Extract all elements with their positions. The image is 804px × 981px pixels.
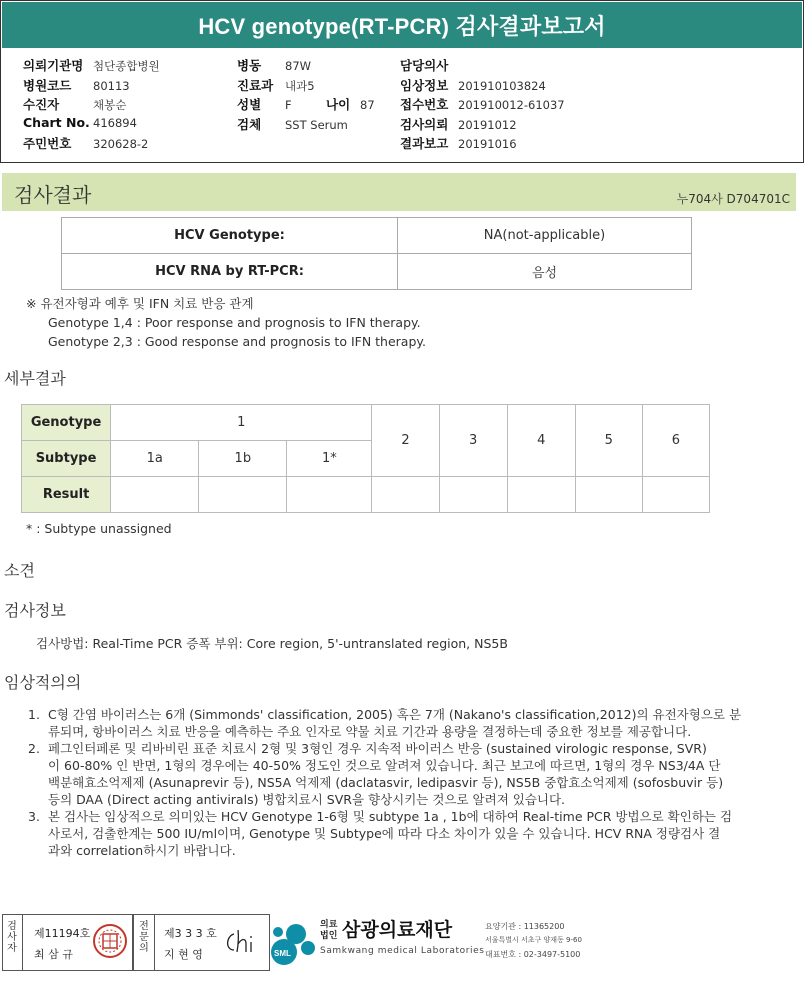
clinical-title: 임상적의의	[4, 673, 82, 692]
info-report-date: 결과보고 20191016	[400, 136, 517, 151]
table-row	[22, 477, 710, 513]
subtype-cell: 1*	[287, 441, 372, 477]
specialist-name: 지 현 영	[164, 948, 203, 961]
result-key: HCV RNA by RT-PCR:	[62, 254, 398, 290]
info-hospital-code: 병원코드 80113	[23, 78, 130, 93]
result-section-bar	[2, 173, 796, 211]
genotype-cell: 3	[439, 405, 507, 477]
examiner-license: 제11194호	[34, 927, 91, 940]
notes-line: Genotype 2,3 : Good response and prognosis to IFN therapy.	[48, 334, 426, 349]
svg-text:SML: SML	[274, 949, 291, 958]
genotype-cell: 2	[372, 405, 439, 477]
result-cell	[642, 477, 709, 513]
clinical-list	[28, 706, 798, 859]
org-contact: 요양기관 : 11365200	[485, 922, 565, 931]
list-item: 3. 본 검사는 임상적으로 의미있는 HCV Genotype 1-6형 및 subtype 1a , 1b에 대하여 Real-time PCR 방법으로 확인하는 검 사로서, 검출한계는 500 IU/ml이며, Genotype 및 Subtype에 따라 다소 차이가 있을 수 있습니다. HCV RNA 정량검사 결 과와 correlation하시기 바랍니다.	[28, 809, 733, 858]
method-title: 검사정보	[4, 601, 66, 620]
info-age: 나이 87	[326, 97, 375, 112]
sml-logo-icon	[270, 918, 318, 970]
divider	[22, 915, 23, 971]
info-receipt-no: 접수번호 201910012-61037	[400, 97, 565, 112]
result-value: 음성	[398, 254, 692, 290]
subtype-footnote: * : Subtype unassigned	[26, 521, 172, 536]
org-contact: 대표번호 : 02-3497-5100	[485, 950, 581, 959]
examiner-seal-icon	[92, 923, 128, 959]
result-cell	[372, 477, 439, 513]
subtype-cell: 1b	[199, 441, 287, 477]
result-cell	[439, 477, 507, 513]
result-cell	[287, 477, 372, 513]
result-table	[61, 217, 692, 290]
info-department: 진료과 내과5	[237, 78, 315, 93]
result-key: HCV Genotype:	[62, 218, 398, 254]
info-patient: 수진자 채봉순	[23, 97, 127, 112]
table-row	[22, 405, 710, 441]
detail-title: 세부결과	[4, 369, 66, 388]
subtype-cell: 1a	[111, 441, 199, 477]
info-clinical-info: 임상정보 201910103824	[400, 78, 546, 93]
notes-header: ※ 유전자형과 예후 및 IFN 치료 반응 관계	[26, 296, 254, 311]
row-header: Subtype	[22, 441, 111, 477]
specialist-license: 제3 3 3 호	[164, 927, 217, 940]
table-row	[62, 218, 692, 254]
result-cell	[575, 477, 642, 513]
info-chart-no: Chart No. 416894	[23, 115, 137, 130]
genotype-cell: 5	[575, 405, 642, 477]
list-item: 1. C형 간염 바이러스는 6개 (Simmonds' classification, 2005) 혹은 7개 (Nakano's classification,2012)의 유전자형으로 분 류되며, 항바이러스 치료 반응을 예측하는 주요 인자로 약물 치료 기간과 용량을 결정하는데 중요한 정보를 제공합니다.	[28, 707, 742, 739]
specialist-label: 전문의	[139, 921, 149, 954]
row-header: Result	[22, 477, 111, 513]
test-code: 누704사 D704701C	[676, 192, 790, 206]
table-row	[62, 254, 692, 290]
genotype-cell: 4	[507, 405, 575, 477]
result-section-title: 검사결과	[14, 183, 92, 207]
result-cell	[199, 477, 287, 513]
subtype-table	[21, 404, 710, 513]
result-value: NA(not-applicable)	[398, 218, 692, 254]
org-name: 삼광의료재단	[342, 919, 453, 941]
divider	[154, 915, 155, 971]
info-resident-no: 주민번호 320628-2	[23, 136, 149, 151]
org-english-name: Samkwang medical Laboratories	[320, 946, 485, 956]
info-doctor: 담당의사	[400, 58, 449, 73]
opinion-title: 소견	[4, 561, 35, 580]
genotype-cell: 6	[642, 405, 709, 477]
method-text: 검사방법: Real-Time PCR 증폭 부위: Core region, 5'-untranslated region, NS5B	[36, 636, 508, 651]
org-type: 의료법인	[320, 920, 338, 941]
info-request-date: 검사의뢰 20191012	[400, 117, 517, 132]
info-ward: 병동 87W	[237, 58, 312, 73]
row-header: Genotype	[22, 405, 111, 441]
notes-line: Genotype 1,4 : Poor response and prognosis to IFN therapy.	[48, 315, 421, 330]
signature-icon	[222, 926, 262, 958]
info-institution: 의뢰기관명 첨단종합병원	[23, 58, 160, 73]
genotype-1-cell: 1	[111, 405, 372, 441]
report-title: HCV genotype(RT-PCR) 검사결과보고서	[2, 2, 802, 48]
result-cell	[507, 477, 575, 513]
examiner-name: 최 삼 규	[34, 948, 73, 961]
info-specimen: 검체 SST Serum	[237, 117, 348, 132]
info-sex: 성별 F	[237, 97, 292, 112]
list-item: 2. 페그인터페론 및 리바비린 표준 치료시 2형 및 3형인 경우 지속적 바이러스 반응 (sustained virologic response, SVR) 이 60-80% 인 반면, 1형의 경우에는 40-50% 정도인 것으로 알려져 있습니다. 최근 보고에 따르면, 1형의 경우 NS3/4A 단 백분해효소억제제 (Asunaprevir 등), NS5A 억제제 (daclatasvir, ledipasvir 등), NS5B 중합효소억제제 (sofosbuvir 등) 등의 DAA (Direct acting antivirals) 병합치료시 SVR을 향상시키는 것으로 알려져 있습니다.	[28, 741, 724, 807]
org-contact: 서울특별시 서초구 양재동 9-60	[485, 936, 582, 944]
result-cell	[111, 477, 199, 513]
examiner-label: 검사자	[7, 921, 17, 954]
